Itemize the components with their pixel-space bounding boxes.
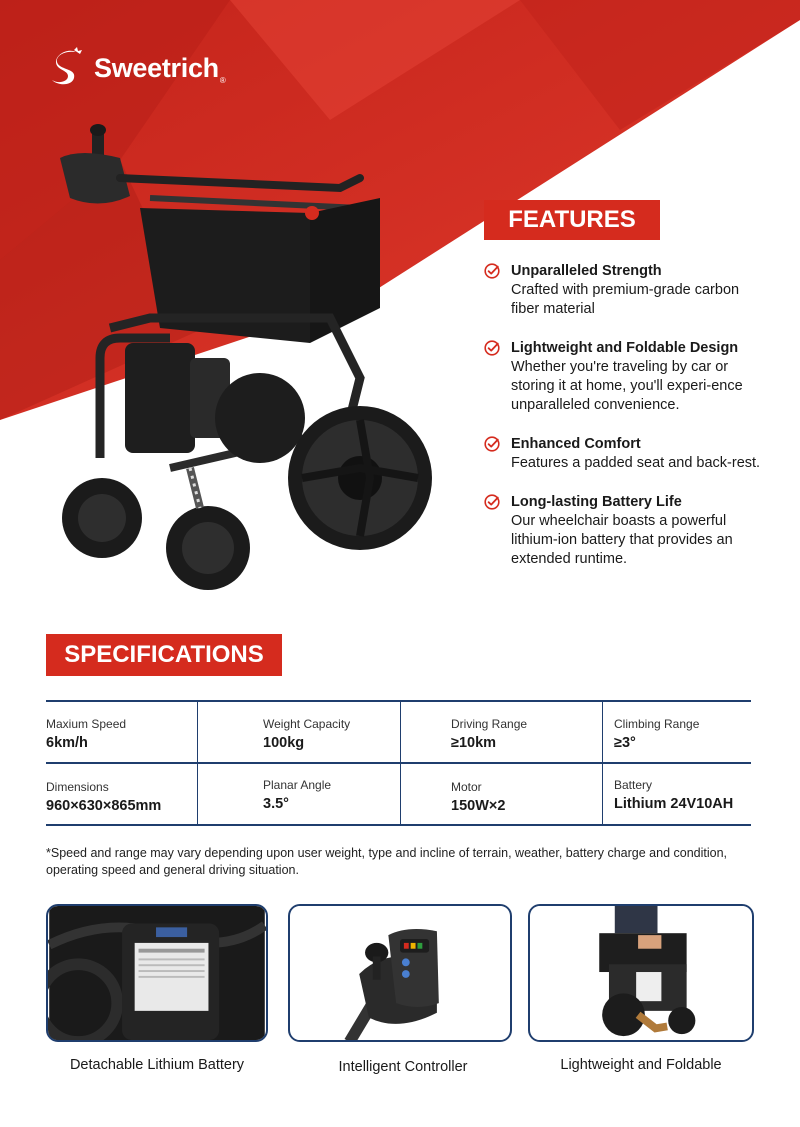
- spec-value: ≥10km: [451, 735, 497, 751]
- battery-photo: [48, 906, 266, 1040]
- spec-key: Motor: [451, 780, 482, 794]
- gallery-image-folding: [528, 904, 754, 1042]
- check-circle-icon: [484, 340, 500, 356]
- spec-value: ≥3°: [614, 735, 636, 751]
- spec-key: Dimensions: [46, 780, 109, 794]
- specifications-heading: SPECIFICATIONS: [46, 634, 282, 676]
- feature-description: Our wheelchair boasts a powerful lithium-ion battery that provides an extended runtime.: [511, 513, 733, 567]
- table-divider: [197, 702, 198, 824]
- disclaimer-note: *Speed and range may vary depending upon user weight, type and incline of terrain, weather, battery charge and condition, operating speed and general driving situation.: [46, 846, 727, 877]
- features-list: [484, 262, 764, 589]
- spec-cell-driving-range: [451, 717, 527, 751]
- spec-value: 100kg: [263, 735, 305, 751]
- spec-key: Battery: [614, 778, 653, 792]
- spec-key: Climbing Range: [614, 717, 700, 731]
- spec-cell-max-speed: [46, 717, 126, 751]
- spec-key: Weight Capacity: [263, 717, 351, 731]
- spec-cell-climbing-range: [614, 717, 699, 751]
- gallery-image-controller: [288, 904, 512, 1042]
- spec-cell-weight-capacity: [263, 717, 350, 751]
- feature-item: [484, 493, 764, 569]
- brand-name: Sweetrich: [94, 52, 219, 83]
- folding-photo: [530, 906, 752, 1040]
- spec-cell-planar-angle: [263, 778, 331, 812]
- spec-value: 960×630×865mm: [46, 798, 162, 814]
- wheelchair-product-image: [40, 118, 440, 608]
- gallery-caption: Intelligent Controller: [338, 1059, 468, 1075]
- feature-description: Features a padded seat and back-rest.: [511, 455, 761, 471]
- spec-value: Lithium 24V10AH: [614, 796, 734, 812]
- spec-cell-motor: [451, 780, 505, 814]
- gallery-caption: Lightweight and Foldable: [560, 1057, 722, 1073]
- spec-key: Planar Angle: [263, 778, 332, 792]
- table-rule: [46, 700, 751, 702]
- registered-mark: ®: [219, 76, 226, 85]
- table-divider: [602, 702, 603, 824]
- spec-cell-battery: [614, 778, 733, 812]
- table-rule: [46, 762, 751, 764]
- check-circle-icon: [484, 263, 500, 279]
- feature-title: Unparalleled Strength: [511, 263, 662, 279]
- check-circle-icon: [484, 436, 500, 452]
- specifications-table: [46, 700, 751, 826]
- spec-cell-dimensions: [46, 780, 161, 814]
- spec-value: 3.5°: [263, 796, 289, 812]
- table-rule: [46, 824, 751, 826]
- swirl-logo-icon: [46, 46, 90, 90]
- features-heading: FEATURES: [484, 200, 660, 240]
- table-divider: [400, 702, 401, 824]
- feature-title: Long-lasting Battery Life: [511, 494, 682, 510]
- gallery-image-battery: [46, 904, 268, 1042]
- feature-item: [484, 435, 764, 473]
- feature-description: Crafted with premium-grade carbon fiber material: [511, 282, 740, 317]
- spec-value: 6km/h: [46, 735, 88, 751]
- gallery-caption: Detachable Lithium Battery: [69, 1057, 245, 1073]
- spec-value: 150W×2: [451, 798, 506, 814]
- feature-description: Whether you're traveling by car or storing it at home, you'll experi-ence unparalleled convenience.: [511, 359, 743, 413]
- feature-item: [484, 339, 764, 415]
- feature-title: Lightweight and Foldable Design: [511, 340, 739, 356]
- check-circle-icon: [484, 494, 500, 510]
- spec-key: Driving Range: [451, 717, 528, 731]
- feature-title: Enhanced Comfort: [511, 436, 641, 452]
- controller-photo: [290, 906, 510, 1040]
- spec-key: Maxium Speed: [46, 717, 127, 731]
- feature-item: [484, 262, 764, 319]
- brand-logo: [46, 46, 226, 90]
